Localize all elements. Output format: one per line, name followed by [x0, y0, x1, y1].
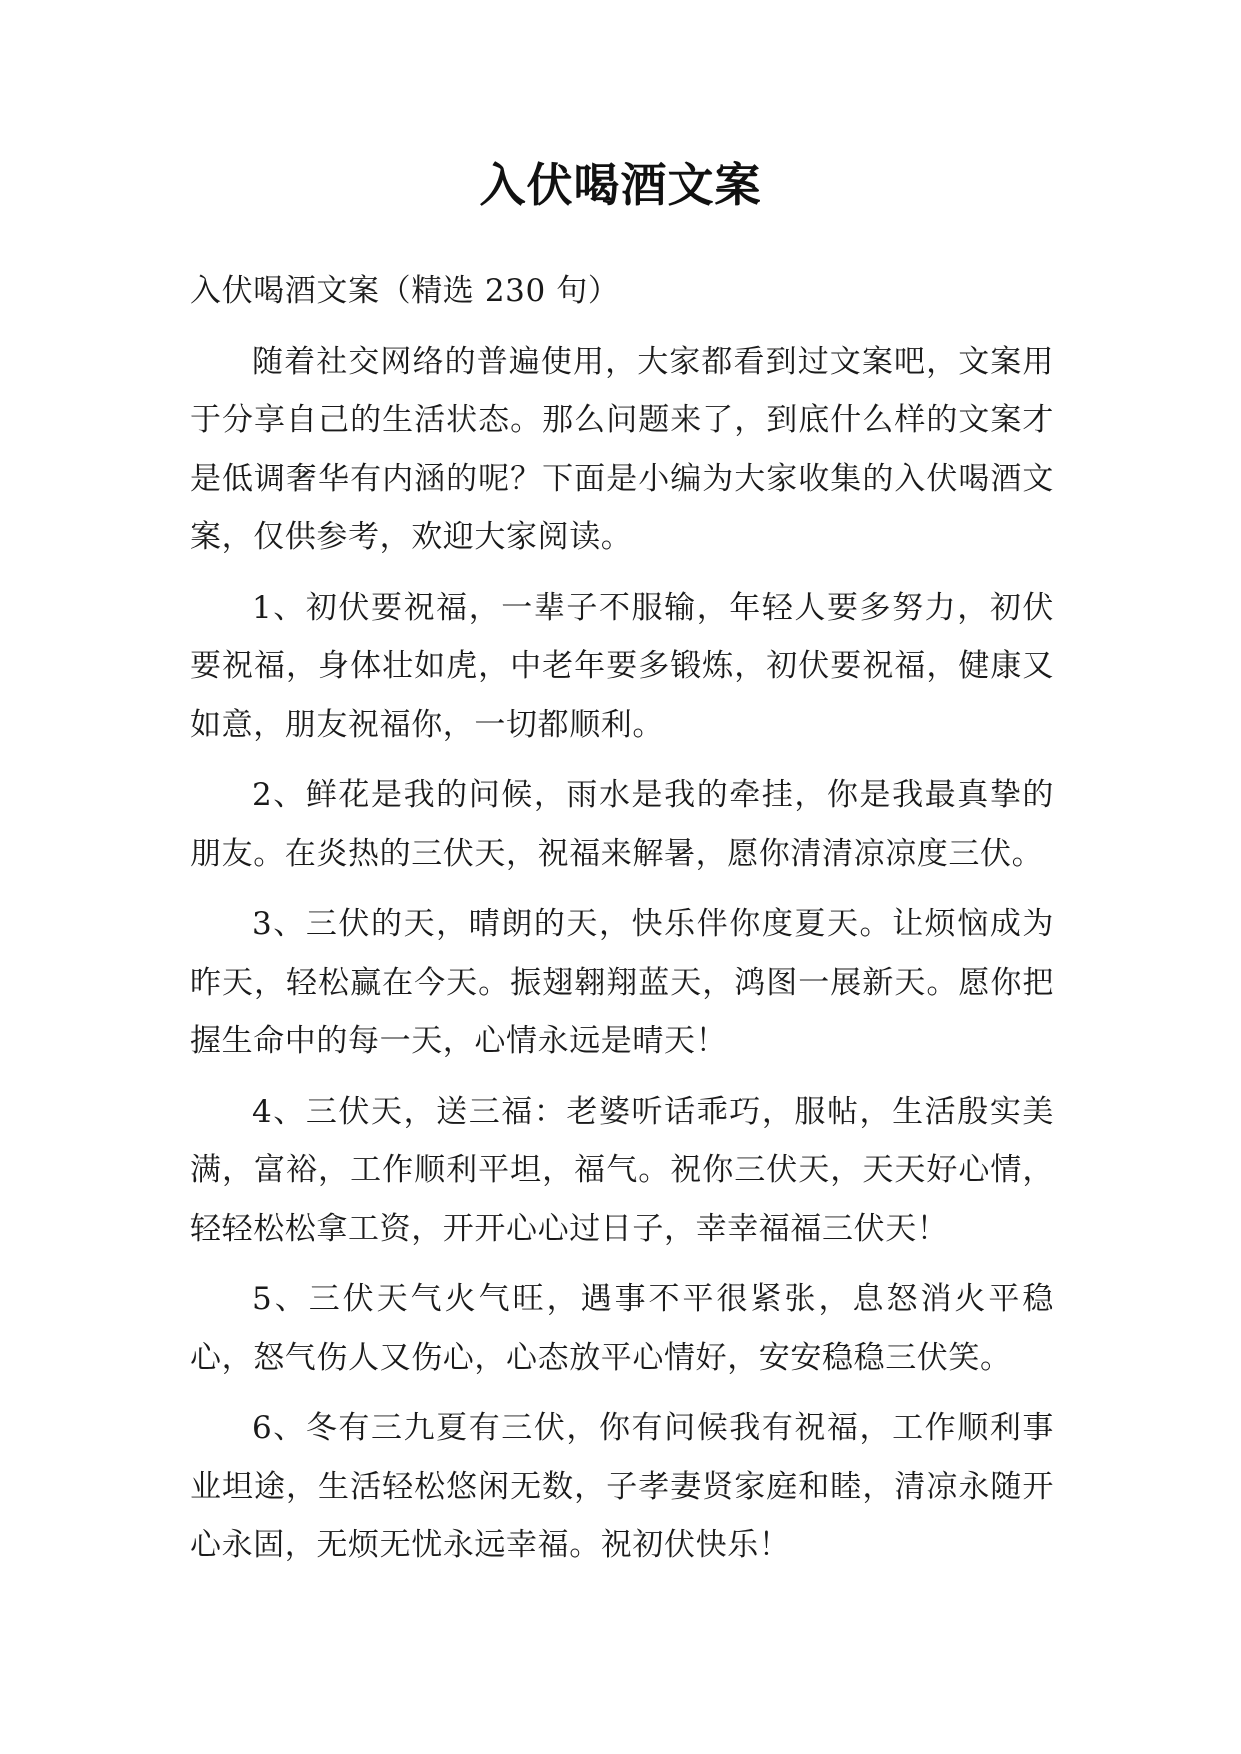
list-item: 3、三伏的天，晴朗的天，快乐伴你度夏天。让烦恼成为昨天，轻松赢在今天。振翅翱翔蓝天，鸿图一展新天。愿你把握生命中的每一天，心情永远是晴天！: [190, 906, 1054, 1059]
list-item: 4、三伏天，送三福：老婆听话乖巧，服帖，生活殷实美满，富裕，工作顺利平坦，福气。祝你三伏天，天天好心情，轻轻松松拿工资，开开心心过日子，幸幸福福三伏天！: [190, 1093, 1054, 1247]
document-subtitle: 入伏喝酒文案（精选 230 句）: [190, 273, 620, 309]
list-item: 2、鲜花是我的问候，雨水是我的牵挂，你是我最真挚的朋友。在炎热的三伏天，祝福来解暑，愿你清清凉凉度三伏。: [190, 777, 1054, 872]
document-title: 入伏喝酒文案: [479, 158, 762, 212]
document-body: [190, 262, 1054, 1587]
list-item: 6、冬有三九夏有三伏，你有问候我有祝福，工作顺利事业坦途，生活轻松悠闲无数，子孝妻贤家庭和睦，清凉永随开心永固，无烦无忧永远幸福。祝初伏快乐！: [190, 1410, 1054, 1563]
list-item: 5、三伏天气火气旺，遇事不平很紧张，息怒消火平稳心，怒气伤人又伤心，心态放平心情好，安安稳稳三伏笑。: [190, 1281, 1054, 1376]
intro-paragraph: 随着社交网络的普遍使用，大家都看到过文案吧，文案用于分享自己的生活状态。那么问题来了，到底什么样的文案才是低调奢华有内涵的呢？下面是小编为大家收集的入伏喝酒文案，仅供参考，欢迎大家阅读。: [190, 343, 1054, 555]
list-item: 1、初伏要祝福，一辈子不服输，年轻人要多努力，初伏要祝福，身体壮如虎，中老年要多锻炼，初伏要祝福，健康又如意，朋友祝福你，一切都顺利。: [190, 589, 1054, 743]
